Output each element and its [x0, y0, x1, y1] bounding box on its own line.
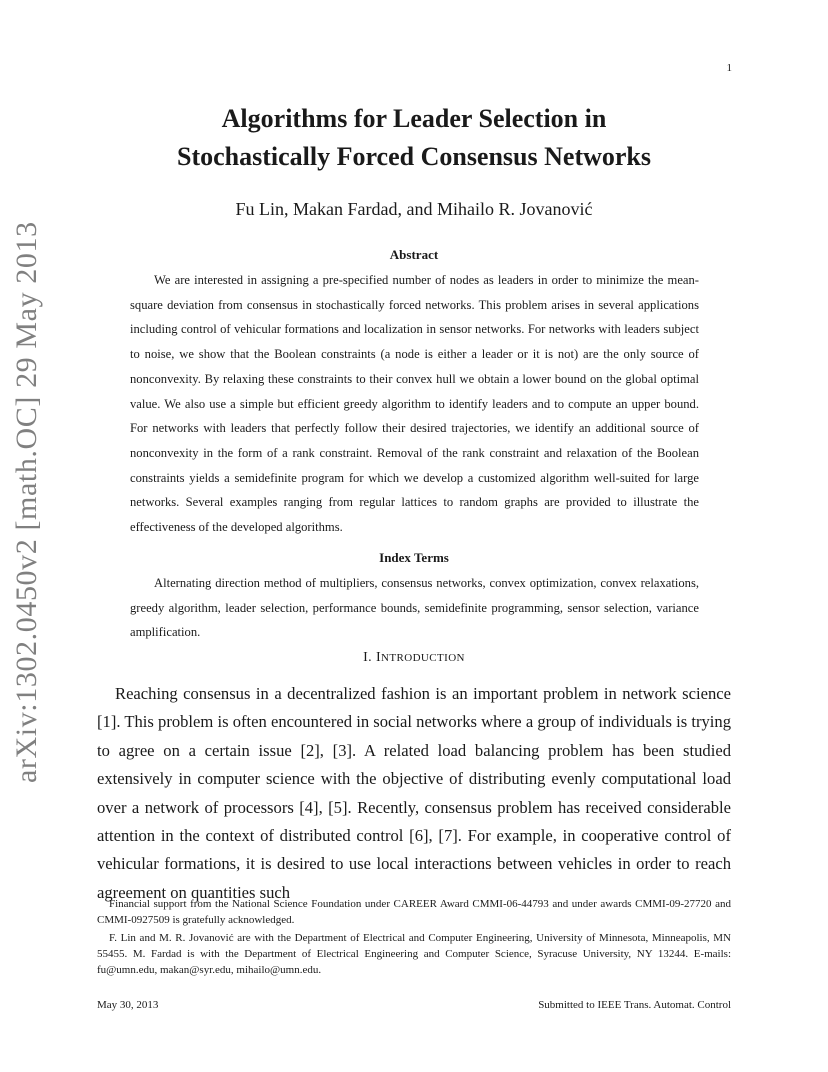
abstract-heading: Abstract — [389, 247, 439, 262]
introduction-paragraph: Reaching consensus in a decentralized fashion is an important problem in network science [1]. This problem is often encountered in social networks where a group of individuals is trying to agree on a certain issue [2], [3]. A related load balancing problem has been studied extensively in computer science with the objective of distributing evenly computational load over a network of processors [4], [5]. Recently, consensus problem has received considerable attention in the context of distributed control [6], [7]. For example, in cooperative control of vehicular formations, it is desired to use local interactions between vehicles in order to reach agreement on quantities such — [97, 684, 731, 902]
title-line-2: Stochastically Forced Consensus Networks — [176, 142, 652, 171]
footer-date: May 30, 2013 — [97, 999, 159, 1011]
page-number: 1 — [726, 62, 732, 74]
index-terms-heading: Index Terms — [379, 550, 449, 565]
abstract-text: We are interested in assigning a pre-specified number of nodes as leaders in order to minimize the mean-square deviation from consensus in stochastically forced networks. This problem arises in several applications including control of vehicular formations and localization in sensor networks. For networks with leaders subject to noise, we show that the Boolean constraints (a node is either a leader or it is not) are the only source of nonconvexity. By relaxing these constraints to their convex hull we obtain a lower bound on the global optimal value. We also use a simple but efficient greedy algorithm to identify leaders and to compute an upper bound. For networks with leaders that perfectly follow their desired trajectories, we identify an additional source of nonconvexity in the form of a rank constraint. Removal of the rank constraint and relaxation of the Boolean constraints yields a semidefinite program for which we develop a customized algorithm well-suited for large networks. Several examples ranging from regular lattices to random graphs are provided to illustrate the effectiveness of the developed algorithms. — [130, 273, 699, 535]
footer-venue: Submitted to IEEE Trans. Automat. Control — [538, 999, 731, 1011]
funding-footnote: Financial support from the National Science Foundation under CAREER Award CMMI-06-44793 and under awards CMMI-09-27720 and CMMI-0927509 is gratefully acknowledged. — [97, 898, 731, 926]
section-numeral: I. — [363, 650, 373, 665]
section-title — [376, 650, 465, 665]
affiliation-footnote: F. Lin and M. R. Jovanović are with the Department of Electrical and Computer Engineering, University of Minnesota, Minneapolis, MN 55455. M. Fardad is with the Department of Electrical Engineering and Computer Science, Syracuse University, NY 13244. E-mails: fu@umn.edu, makan@syr.edu, mihailo@umn.edu. — [97, 932, 731, 976]
paper-title — [0, 100, 828, 176]
introduction-heading — [0, 650, 828, 666]
arxiv-stamp: arXiv:1302.0450v2 [math.OC] 29 May 2013 — [10, 221, 43, 783]
index-terms-text: Alternating direction method of multipliers, consensus networks, convex optimization, convex relaxations, greedy algorithm, leader selection, performance bounds, semidefinite programming, sensor selection, variance amplification. — [130, 576, 699, 640]
section-title-rest: NTRODUCTION — [381, 652, 465, 664]
title-line-1: Algorithms for Leader Selection in — [221, 104, 607, 133]
author-list: Fu Lin, Makan Fardad, and Mihailo R. Jovanović — [235, 199, 593, 219]
section-title-initial: I — [375, 650, 382, 665]
